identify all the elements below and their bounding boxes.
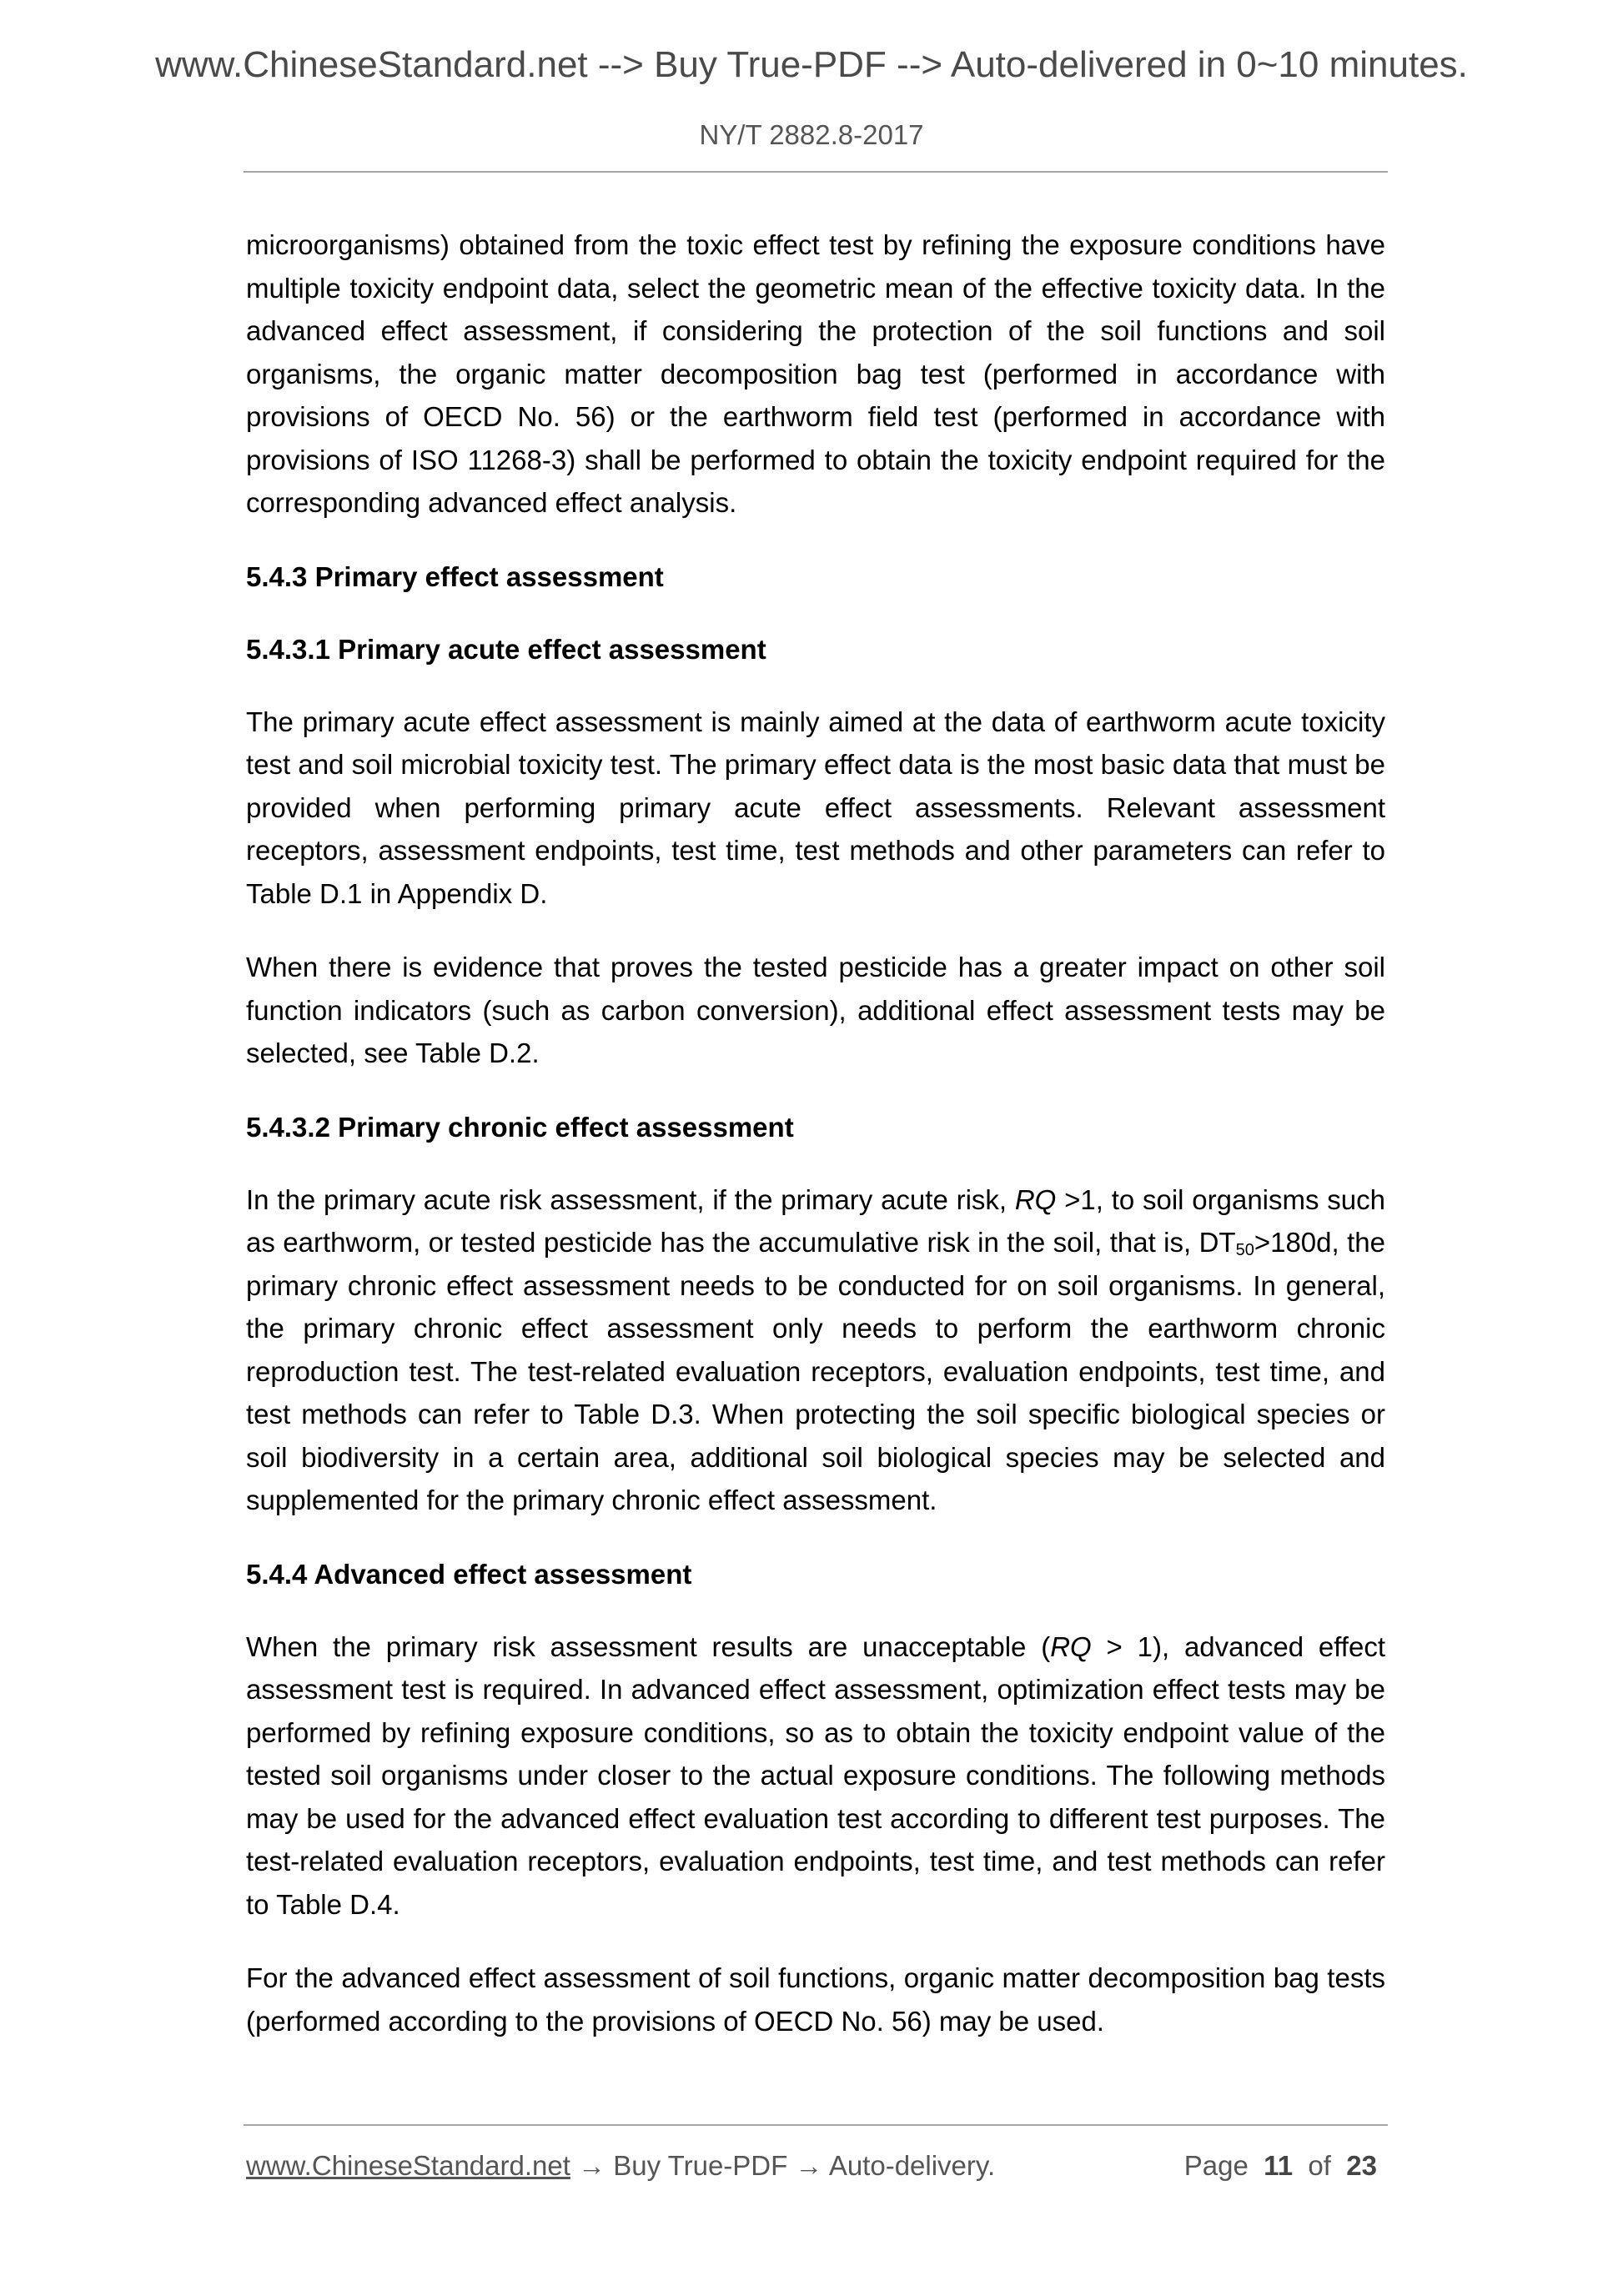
footer-site-link[interactable]: www.ChineseStandard.net (246, 2150, 570, 2181)
heading-5-4-3-1: 5.4.3.1 Primary acute effect assessment (246, 633, 766, 665)
paragraph-soil-functions: For the advanced effect assessment of soil functions, organic matter decomposition bag tests (performed according to the provisions of OECD No. 56) may be used. (246, 1962, 1385, 2037)
page-total: 23 (1346, 2150, 1377, 2181)
footer-promo (246, 2147, 995, 2185)
text-run: In the primary acute risk assessment, if the primary acute risk, (246, 1183, 1015, 1215)
page-label: Page (1183, 2150, 1249, 2181)
page-current: 11 (1264, 2150, 1294, 2181)
paragraph-additional-tests: When there is evidence that proves the tested pesticide has a greater impact on other soil function indicators (such as carbon conversion), additional effect assessment tests may be selected, see Table D.2. (246, 952, 1385, 1068)
text-run: > 1), advanced effect assessment test is required. In advanced effect assessment, optimization effect tests may be performed by refining exposure conditions, so as to obtain the toxicity endpoint value of the tested soil organisms under closer to the actual exposure conditions. The following methods may be used for the advanced effect evaluation test according to different test purposes. The test-related evaluation receptors, evaluation endpoints, test time, and test methods can refer to Table D.4. (246, 1630, 1385, 1920)
dt50-subscript: 50 (1235, 1241, 1254, 1259)
paragraph-advanced-effect (246, 1625, 1385, 1927)
paragraph-primary-acute: The primary acute effect assessment is mainly aimed at the data of earthworm acute toxicity test and soil microbial toxicity test. The primary effect data is the most basic data that must be provided when performing primary acute effect assessments. Relevant assessment receptors, assessment endpoints, test time, test methods and other parameters can refer to Table D.1 in Appendix D. (246, 706, 1385, 909)
text-run: >180d, the primary chronic effect assessment needs to be conducted for on soil organisms. In general, the primary chronic effect assessment only needs to perform the earthworm chronic reproduction test. The test-related evaluation receptors, evaluation endpoints, test time, and test methods can refer to Table D.3. When protecting the soil specific biological species or soil biodiversity in a certain area, additional soil biological species may be selected and supplemented for the primary chronic effect assessment. (246, 1227, 1385, 1515)
paragraph-continued: microorganisms) obtained from the toxic effect test by refining the exposure conditions have multiple toxicity endpoint data, select the geometric mean of the effective toxicity data. In the advanced effect assessment, if considering the protection of the soil functions and soil organisms, the organic matter decomposition bag test (performed in accordance with provisions of OECD No. 56) or the earthworm field test (performed in accordance with provisions of ISO 11268-3) shall be performed to obtain the toxicity endpoint required for the corresponding advanced effect analysis. (246, 229, 1385, 518)
rq-symbol: RQ (1050, 1630, 1092, 1662)
heading-5-4-3-2: 5.4.3.2 Primary chronic effect assessment (246, 1111, 794, 1143)
footer-promo-text: → Buy True-PDF → Auto-delivery. (570, 2150, 996, 2181)
text-run: >1, to soil organisms such as earthworm, or tested pesticide has the accumulative risk in the soil, that is, DT (246, 1183, 1385, 1258)
page-indicator (1184, 2147, 1377, 2185)
paragraph-primary-chronic (246, 1178, 1385, 1522)
text-run: When the primary risk assessment results are unacceptable ( (246, 1630, 1051, 1662)
page-footer (246, 2147, 1384, 2185)
banner-text: www.ChineseStandard.net --> Buy True-PDF --> Auto-delivered in 0~10 minutes. (155, 44, 1468, 85)
document-body (246, 224, 1385, 2073)
header-divider (244, 171, 1388, 173)
footer-divider (244, 2124, 1388, 2126)
document-number: NY/T 2882.8-2017 (699, 119, 924, 150)
heading-5-4-4: 5.4.4 Advanced effect assessment (246, 1558, 692, 1590)
rq-symbol: RQ (1014, 1183, 1057, 1215)
of-label: of (1308, 2150, 1331, 2181)
heading-5-4-3: 5.4.3 Primary effect assessment (246, 560, 664, 592)
